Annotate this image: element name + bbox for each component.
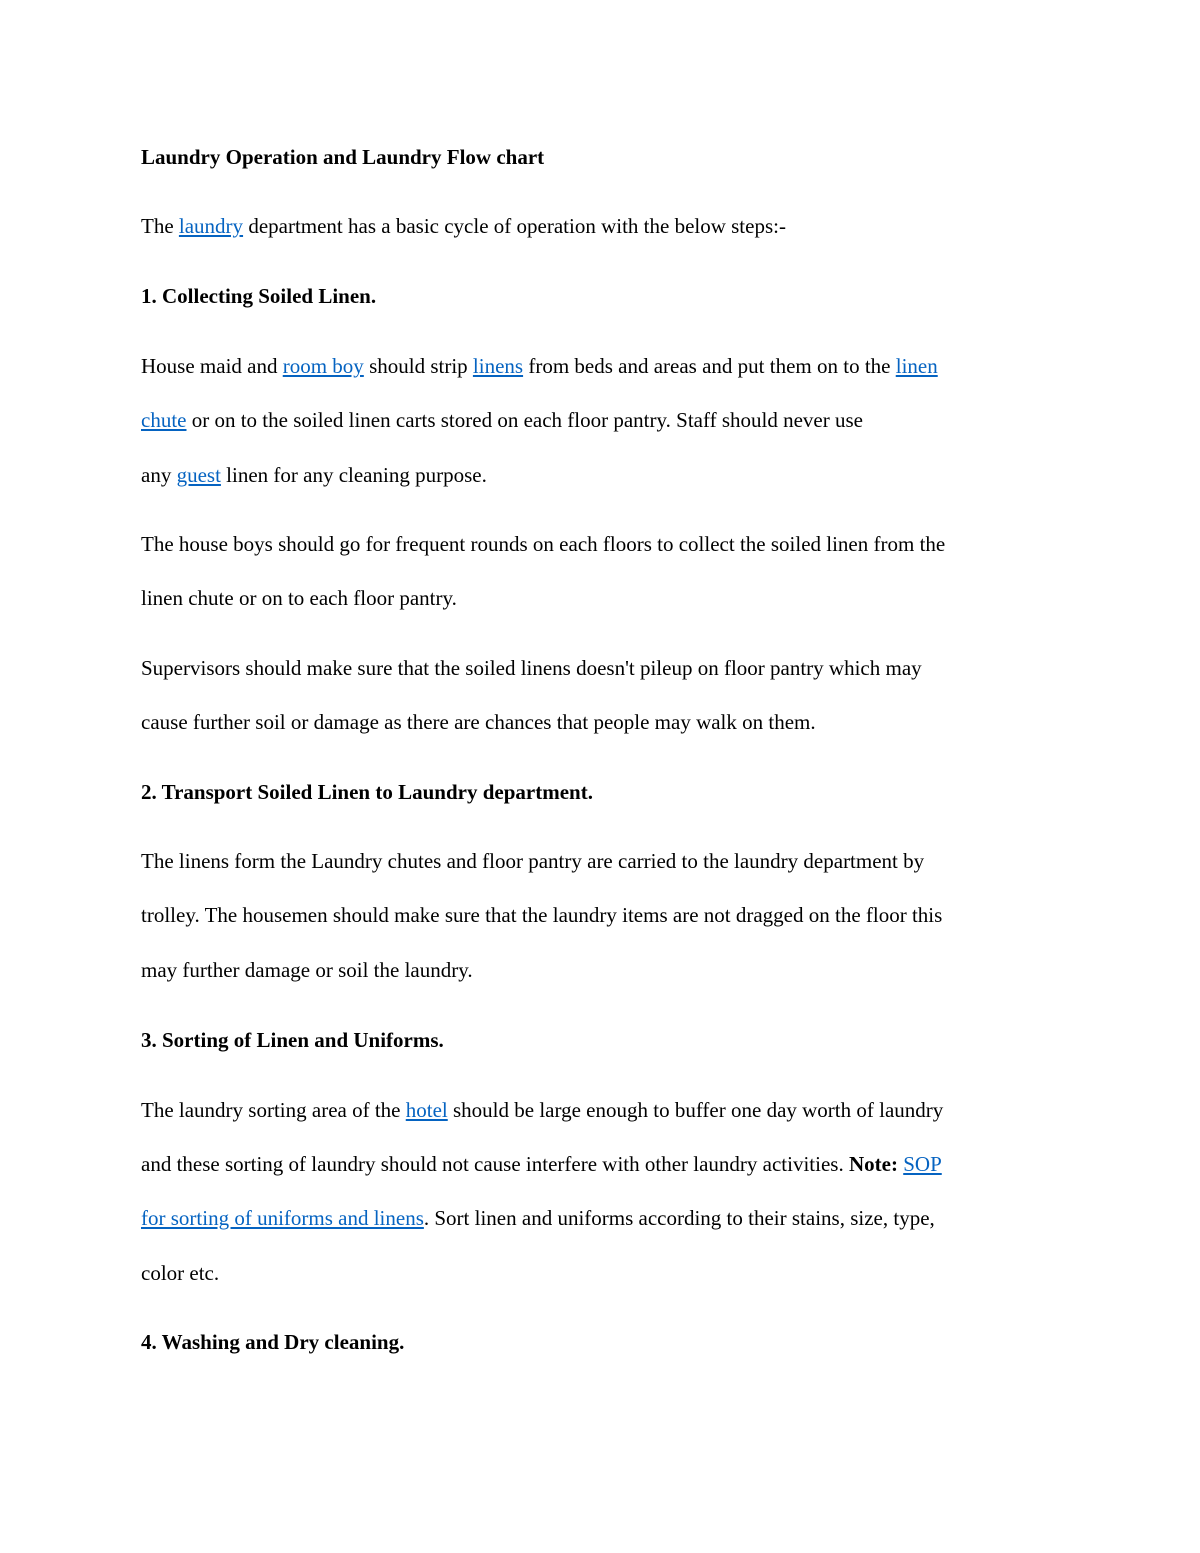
link-sop-sorting-cont[interactable]: for sorting of uniforms and linens	[141, 1206, 424, 1230]
section-3-line-1	[141, 1097, 943, 1123]
link-room-boy[interactable]: room boy	[282, 354, 364, 378]
note-label: Note:	[848, 1152, 898, 1176]
section-1-line-2	[141, 407, 863, 433]
section-2-line-3: may further damage or soil the laundry.	[141, 958, 473, 982]
text-segment: . Sort linen and uniforms according to their stains, size, type,	[423, 1206, 935, 1230]
text-segment: linen for any cleaning purpose.	[220, 463, 487, 487]
intro-text-after: department has a basic cycle of operation with the below steps:-	[243, 214, 786, 238]
section-1-paragraph-3-line-1: Supervisors should make sure that the soiled linens doesn't pileup on floor pantry which may	[141, 656, 922, 680]
section-1-line-1	[141, 353, 938, 379]
section-2-line-1: The linens form the Laundry chutes and floor pantry are carried to the laundry department by	[141, 849, 925, 873]
section-1-paragraph-2-line-2: linen chute or on to each floor pantry.	[141, 586, 457, 610]
text-segment: should be large enough to buffer one day worth of laundry	[447, 1098, 944, 1122]
intro-paragraph	[141, 213, 786, 239]
text-segment: from beds and areas and put them on to the	[523, 354, 896, 378]
text-segment: The laundry sorting area of the	[141, 1098, 406, 1122]
section-1-paragraph-2-line-1: The house boys should go for frequent rounds on each floors to collect the soiled linen from the	[141, 532, 946, 556]
section-3-line-2	[141, 1151, 942, 1177]
link-linens[interactable]: linens	[472, 354, 524, 378]
section-heading-4: 4. Washing and Dry cleaning.	[141, 1330, 405, 1354]
link-linen-chute-cont[interactable]: chute	[141, 408, 187, 432]
section-3-line-3	[141, 1205, 935, 1231]
link-linen-chute[interactable]: linen	[895, 354, 938, 378]
section-1-line-3	[141, 462, 487, 488]
text-segment: or on to the soiled linen carts stored on each floor pantry. Staff should never use	[186, 408, 863, 432]
intro-text-before: The	[141, 214, 179, 238]
link-guest[interactable]: guest	[176, 463, 221, 487]
link-sop-sorting[interactable]: SOP	[903, 1152, 942, 1176]
text-segment: and these sorting of laundry should not cause interfere with other laundry activities.	[141, 1152, 849, 1176]
document-title: Laundry Operation and Laundry Flow chart	[141, 145, 545, 169]
link-laundry[interactable]: laundry	[178, 214, 244, 238]
text-segment: any	[141, 463, 177, 487]
text-segment: should strip	[363, 354, 473, 378]
section-3-line-4: color etc.	[141, 1261, 220, 1285]
section-1-paragraph-3-line-2: cause further soil or damage as there are chances that people may walk on them.	[141, 710, 816, 734]
text-segment: House maid and	[141, 354, 283, 378]
link-hotel[interactable]: hotel	[405, 1098, 448, 1122]
section-heading-1: 1. Collecting Soiled Linen.	[141, 284, 377, 308]
section-heading-3: 3. Sorting of Linen and Uniforms.	[141, 1028, 444, 1052]
section-2-line-2: trolley. The housemen should make sure that the laundry items are not dragged on the floor this	[141, 903, 943, 927]
section-heading-2: 2. Transport Soiled Linen to Laundry department.	[141, 780, 593, 804]
